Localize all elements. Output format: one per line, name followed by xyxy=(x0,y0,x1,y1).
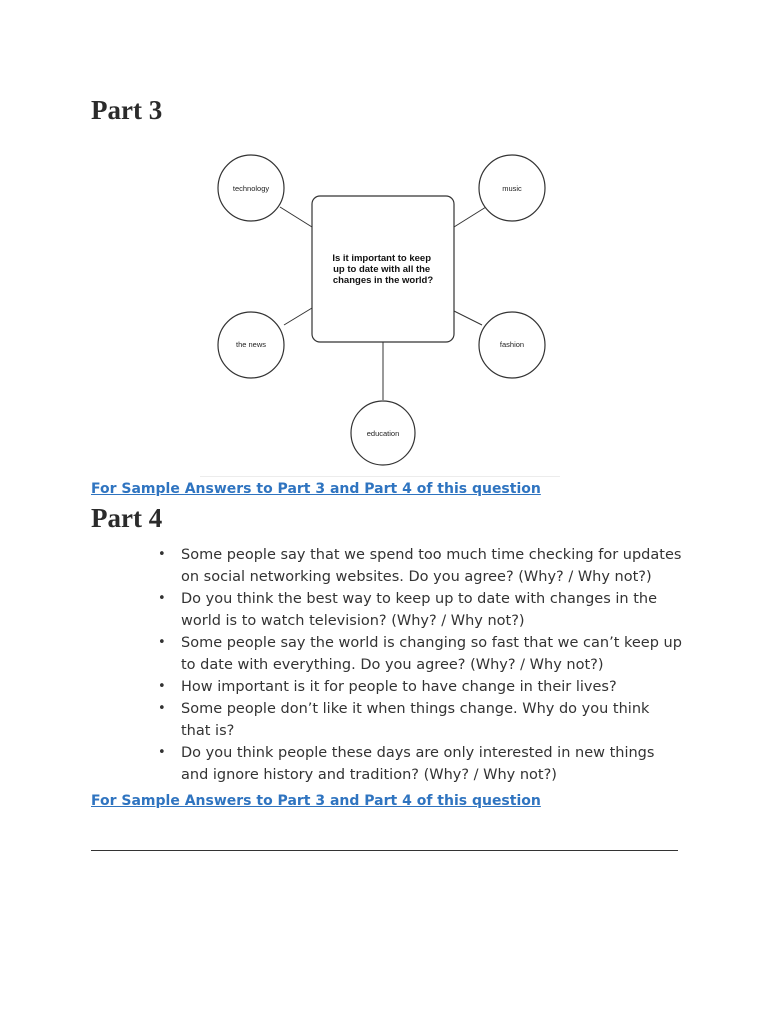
node-fashion-label: fashion xyxy=(499,340,525,349)
list-item xyxy=(158,742,698,786)
part3-heading: Part 3 xyxy=(91,95,163,125)
image-bottom-divider xyxy=(200,476,560,477)
bullet-icon: • xyxy=(158,635,166,650)
node-technology-label: technology xyxy=(232,184,270,193)
node-education-label: education xyxy=(366,429,400,438)
sample-answers-link[interactable]: For Sample Answers to Part 3 and Part 4 of this question xyxy=(91,481,541,497)
question-line: Some people say that we spend too much time checking for updates xyxy=(181,547,682,563)
question-line: to date with everything. Do you agree? (Why? / Why not?) xyxy=(181,657,604,673)
bullet-icon: • xyxy=(158,745,166,760)
bullet-icon: • xyxy=(158,547,166,562)
node-the-news-label: the news xyxy=(235,340,267,349)
central-question-line-2: up to date with all the xyxy=(333,264,431,275)
central-question-text xyxy=(332,253,433,286)
list-item xyxy=(158,588,698,632)
central-question-line-1: Is it important to keep xyxy=(332,253,432,264)
question-line: Some people say the world is changing so fast that we can’t keep up xyxy=(181,635,682,651)
sample-answers-link[interactable]: For Sample Answers to Part 3 and Part 4 of this question xyxy=(91,793,541,809)
list-item xyxy=(158,676,698,698)
bullet-icon: • xyxy=(158,591,166,606)
central-question-line-3: changes in the world? xyxy=(332,275,434,286)
list-item xyxy=(158,698,698,742)
part4-heading: Part 4 xyxy=(91,503,163,533)
bottom-divider xyxy=(91,850,678,851)
connector-the-news xyxy=(284,308,312,325)
bullet-icon: • xyxy=(158,679,166,694)
question-line: Do you think the best way to keep up to date with changes in the xyxy=(181,591,658,607)
node-music-label: music xyxy=(502,184,522,193)
connector-music xyxy=(454,207,486,227)
question-line: that is? xyxy=(181,723,235,739)
bullet-icon: • xyxy=(158,701,166,716)
part4-question-list xyxy=(158,544,698,786)
question-line: world is to watch television? (Why? / Why not?) xyxy=(181,613,525,629)
question-line: How important is it for people to have change in their lives? xyxy=(181,679,617,695)
connector-technology xyxy=(280,207,312,227)
mind-map-diagram xyxy=(200,145,562,477)
question-line: Some people don’t like it when things change. Why do you think xyxy=(181,701,650,717)
question-line: and ignore history and tradition? (Why? / Why not?) xyxy=(181,767,557,783)
question-line: Do you think people these days are only interested in new things xyxy=(181,745,655,761)
question-line: on social networking websites. Do you agree? (Why? / Why not?) xyxy=(181,569,652,585)
connector-fashion xyxy=(454,311,482,325)
list-item xyxy=(158,544,698,588)
list-item xyxy=(158,632,698,676)
